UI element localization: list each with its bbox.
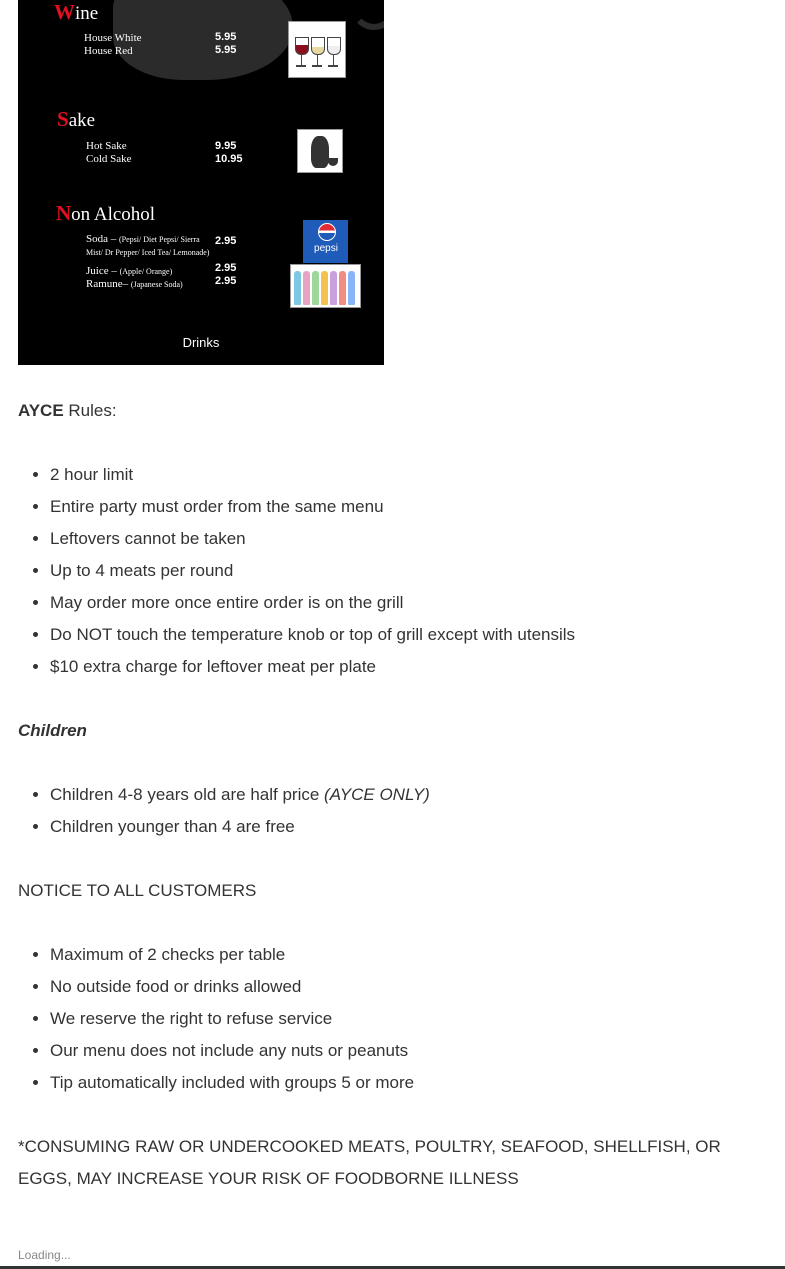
list-item: • Our menu does not include any nuts or peanuts [50, 1035, 778, 1067]
menu-item-price: 9.95 [215, 140, 237, 152]
menu-item-price: 2.95 [215, 275, 237, 287]
drinks-menu-image[interactable] [18, 0, 384, 365]
list-item: • No outside food or drinks allowed [50, 971, 778, 1003]
menu-item-name: Cold Sake [86, 153, 132, 165]
image-caption: Drinks [182, 335, 220, 350]
wine-section-title: Wine [54, 0, 99, 24]
menu-item-name: House Red [84, 45, 133, 57]
menu-item-price: 5.95 [215, 31, 237, 43]
list-item: • Leftovers cannot be taken [50, 523, 778, 555]
list-item: • Maximum of 2 checks per table [50, 939, 778, 971]
ayce-rules-list [18, 459, 778, 683]
list-item: • Children younger than 4 are free [50, 811, 778, 843]
menu-item-price: 5.95 [215, 44, 237, 56]
rules-content [18, 395, 778, 1195]
list-item: • Tip automatically included with groups 5 or more [50, 1067, 778, 1099]
sake-section-title: Sake [57, 107, 96, 131]
list-item: • May order more once entire order is on the grill [50, 587, 778, 619]
pepsi-wordmark: pepsi [314, 243, 338, 254]
children-heading: Children [18, 721, 87, 740]
menu-item-price: 10.95 [215, 153, 243, 165]
list-item: • Up to 4 meats per round [50, 555, 778, 587]
list-item: • Entire party must order from the same menu [50, 491, 778, 523]
sake-set-photo [297, 129, 343, 173]
children-list [18, 779, 778, 843]
pepsi-logo-image [303, 220, 348, 263]
non-alcohol-section-title: Non Alcohol [56, 201, 156, 225]
list-item: • Children 4-8 years old are half price (AYCE ONLY) [50, 779, 778, 811]
notice-heading: NOTICE TO ALL CUSTOMERS [18, 881, 257, 900]
menu-item-name: Soda – (Pepsi/ Diet Pepsi/ Sierra Mist/ Dr Pepper/ Iced Tea/ Lemonade) [86, 233, 210, 257]
menu-item-price: 2.95 [215, 235, 237, 247]
ramune-bottles-photo [290, 264, 361, 308]
notice-list [18, 939, 778, 1099]
menu-item-name: Ramune– (Japanese Soda) [86, 278, 183, 290]
pepsi-globe-icon [318, 223, 336, 241]
menu-item-name: Juice – (Apple/ Orange) [86, 265, 173, 277]
menu-item-name: Hot Sake [86, 140, 127, 152]
menu-item-price: 2.95 [215, 262, 237, 274]
list-item: • We reserve the right to refuse service [50, 1003, 778, 1035]
decorative-swirl [350, 0, 384, 30]
food-safety-warning: *CONSUMING RAW OR UNDERCOOKED MEATS, POULTRY, SEAFOOD, SHELLFISH, OR EGGS, MAY INCREASE YOUR RISK OF FOODBORNE ILLNESS [18, 1137, 721, 1188]
loading-indicator: Loading... [18, 1248, 71, 1262]
menu-item-name: House White [84, 32, 142, 44]
ayce-heading: AYCE Rules: [18, 401, 117, 420]
wine-glasses-photo [288, 21, 346, 78]
list-item: • $10 extra charge for leftover meat per plate [50, 651, 778, 683]
list-item: • 2 hour limit [50, 459, 778, 491]
list-item: • Do NOT touch the temperature knob or top of grill except with utensils [50, 619, 778, 651]
